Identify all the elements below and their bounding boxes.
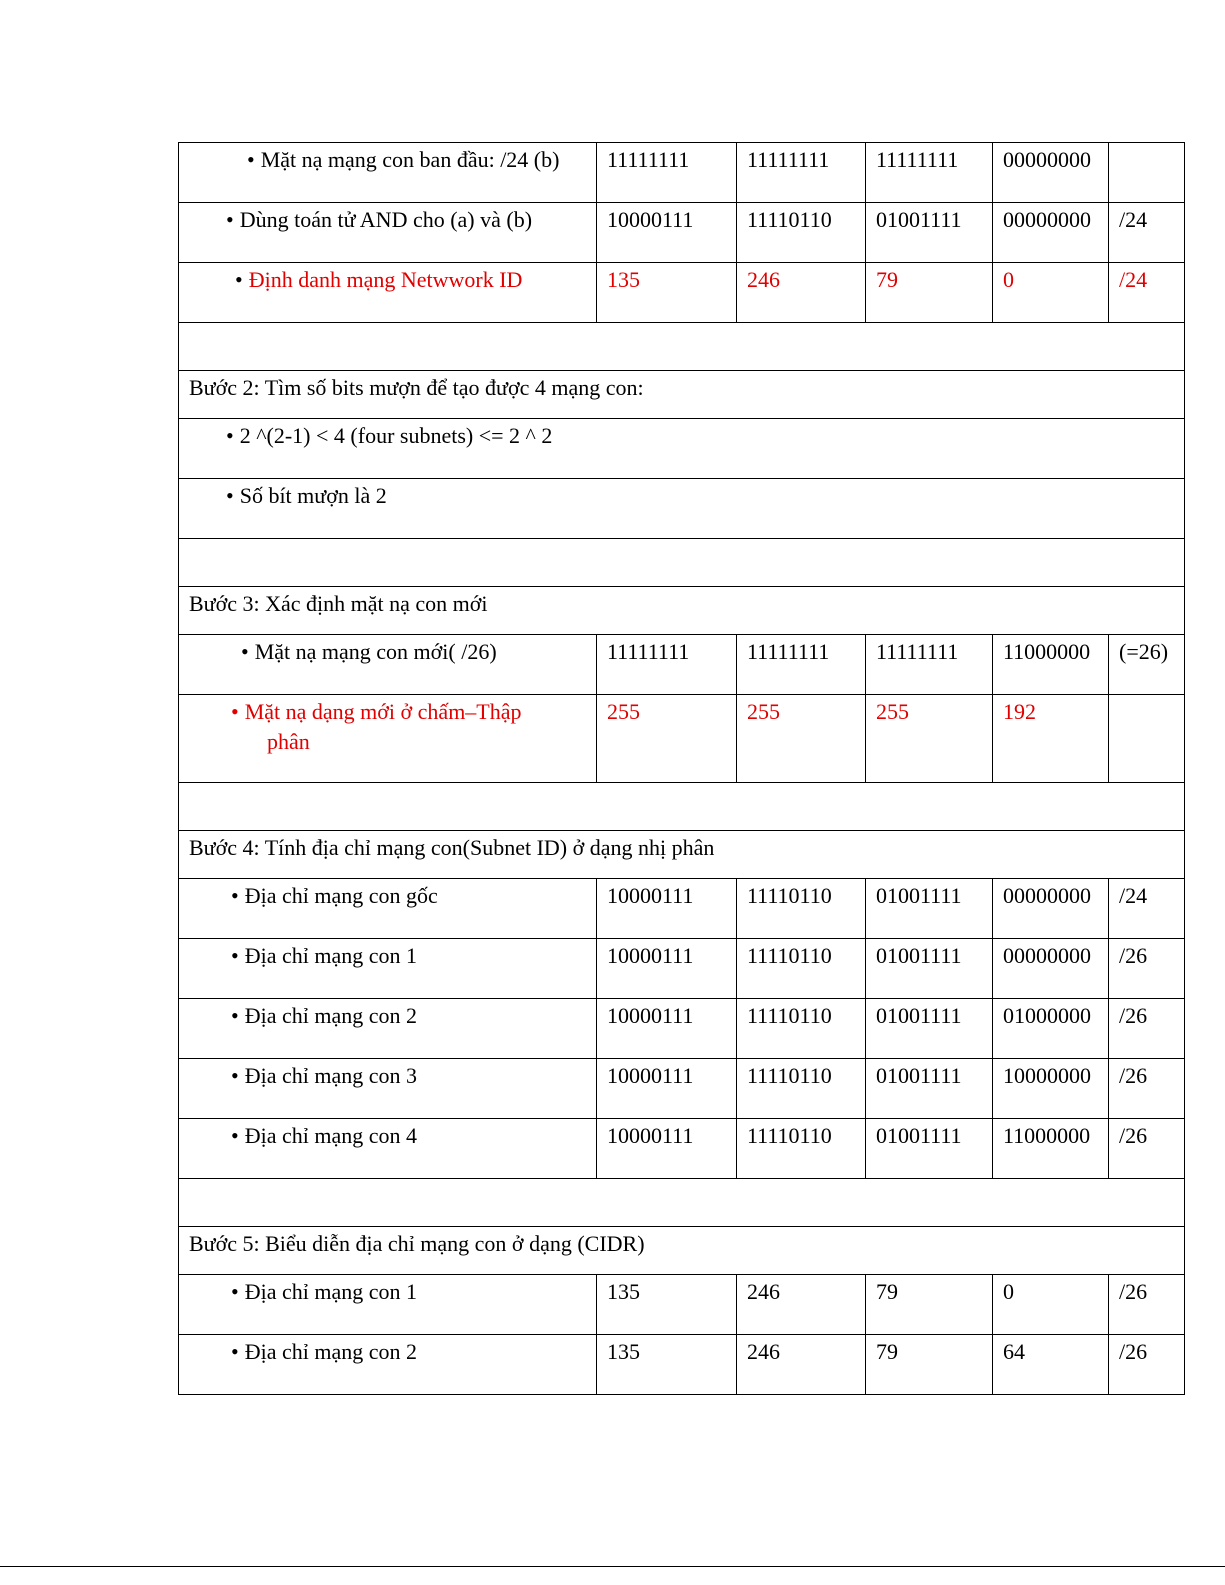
spacer-row <box>179 1179 1185 1227</box>
table-row <box>179 419 1185 479</box>
octet-3-cell: 01001111 <box>866 879 993 939</box>
bullet-icon: • <box>231 1003 239 1028</box>
table-row <box>179 479 1185 539</box>
octet-3-cell: 01001111 <box>866 1119 993 1179</box>
octet-1-cell: 11111111 <box>597 143 737 203</box>
octet-3-cell: 79 <box>866 1335 993 1395</box>
row-label: • Mặt nạ mạng con mới( /26) <box>179 635 597 695</box>
prefix-cell: /26 <box>1109 1119 1185 1179</box>
step-5-heading: Bước 5: Biểu diễn địa chỉ mạng con ở dạng (CIDR) <box>179 1227 1185 1275</box>
octet-1-cell: 135 <box>597 1275 737 1335</box>
octet-3-cell: 01001111 <box>866 1059 993 1119</box>
bullet-icon: • <box>231 883 239 908</box>
table-row <box>179 203 1185 263</box>
bullet-icon: • <box>226 483 234 508</box>
bullet-icon: • <box>235 267 243 292</box>
step-heading-row <box>179 587 1185 635</box>
row-label: • Địa chỉ mạng con 2 <box>179 999 597 1059</box>
octet-4-cell: 0 <box>993 263 1109 323</box>
bullet-icon: • <box>231 1279 239 1304</box>
prefix-cell: /24 <box>1109 263 1185 323</box>
table-row <box>179 695 1185 783</box>
octet-2-cell: 11110110 <box>737 939 866 999</box>
bullet-icon: • <box>226 423 234 448</box>
row-label: • Dùng toán tử AND cho (a) và (b) <box>179 203 597 263</box>
step-heading-row <box>179 831 1185 879</box>
octet-1-cell: 10000111 <box>597 1119 737 1179</box>
bullet-icon: • <box>226 207 234 232</box>
row-label: • Địa chỉ mạng con gốc <box>179 879 597 939</box>
octet-3-cell: 01001111 <box>866 999 993 1059</box>
octet-2-cell: 246 <box>737 1335 866 1395</box>
row-label: • Địa chỉ mạng con 3 <box>179 1059 597 1119</box>
row-label: • Định danh mạng Netwwork ID <box>179 263 597 323</box>
octet-1-cell: 135 <box>597 263 737 323</box>
row-label: • Số bít mượn là 2 <box>179 479 1185 539</box>
octet-4-cell: 0 <box>993 1275 1109 1335</box>
octet-2-cell: 246 <box>737 1275 866 1335</box>
step-4-heading: Bước 4: Tính địa chỉ mạng con(Subnet ID) ở dạng nhị phân <box>179 831 1185 879</box>
spacer-row <box>179 323 1185 371</box>
octet-1-cell: 10000111 <box>597 879 737 939</box>
table-row <box>179 1335 1185 1395</box>
octet-1-cell: 255 <box>597 695 737 783</box>
octet-3-cell: 01001111 <box>866 203 993 263</box>
step-heading-row <box>179 1227 1185 1275</box>
octet-2-cell: 11110110 <box>737 879 866 939</box>
octet-4-cell: 01000000 <box>993 999 1109 1059</box>
row-label: • Địa chỉ mạng con 4 <box>179 1119 597 1179</box>
row-label: • Địa chỉ mạng con 1 <box>179 939 597 999</box>
octet-3-cell: 255 <box>866 695 993 783</box>
row-label: • Địa chỉ mạng con 2 <box>179 1335 597 1395</box>
table-row <box>179 879 1185 939</box>
row-label: • Mặt nạ dạng mới ở chấm–Thập phân <box>179 695 597 783</box>
octet-2-cell: 11110110 <box>737 203 866 263</box>
octet-4-cell: 64 <box>993 1335 1109 1395</box>
bullet-icon: • <box>231 1063 239 1088</box>
step-2-heading: Bước 2: Tìm số bits mượn để tạo được 4 mạng con: <box>179 371 1185 419</box>
spacer-row <box>179 539 1185 587</box>
octet-1-cell: 10000111 <box>597 939 737 999</box>
octet-3-cell: 79 <box>866 1275 993 1335</box>
step-3-heading: Bước 3: Xác định mặt nạ con mới <box>179 587 1185 635</box>
table-row <box>179 263 1185 323</box>
octet-3-cell: 79 <box>866 263 993 323</box>
octet-2-cell: 11110110 <box>737 1059 866 1119</box>
prefix-cell: (=26) <box>1109 635 1185 695</box>
octet-1-cell: 11111111 <box>597 635 737 695</box>
octet-4-cell: 11000000 <box>993 635 1109 695</box>
page-bottom-divider <box>0 1566 1225 1567</box>
table-row <box>179 999 1185 1059</box>
octet-4-cell: 00000000 <box>993 203 1109 263</box>
table-row <box>179 1059 1185 1119</box>
bullet-icon: • <box>231 1123 239 1148</box>
prefix-cell: /26 <box>1109 939 1185 999</box>
prefix-cell: /26 <box>1109 999 1185 1059</box>
prefix-cell: /24 <box>1109 879 1185 939</box>
table-row <box>179 143 1185 203</box>
spacer-row <box>179 783 1185 831</box>
prefix-cell <box>1109 143 1185 203</box>
bullet-icon: • <box>241 639 249 664</box>
table-row <box>179 635 1185 695</box>
octet-4-cell: 00000000 <box>993 879 1109 939</box>
prefix-cell <box>1109 695 1185 783</box>
octet-2-cell: 11110110 <box>737 999 866 1059</box>
bullet-icon: • <box>231 943 239 968</box>
octet-2-cell: 11110110 <box>737 1119 866 1179</box>
octet-1-cell: 10000111 <box>597 999 737 1059</box>
row-label: • 2 ^(2-1) < 4 (four subnets) <= 2 ^ 2 <box>179 419 1185 479</box>
octet-1-cell: 10000111 <box>597 203 737 263</box>
bullet-icon: • <box>231 699 239 724</box>
octet-4-cell: 10000000 <box>993 1059 1109 1119</box>
octet-2-cell: 255 <box>737 695 866 783</box>
octet-4-cell: 00000000 <box>993 939 1109 999</box>
octet-3-cell: 11111111 <box>866 143 993 203</box>
prefix-cell: /26 <box>1109 1059 1185 1119</box>
prefix-cell: /26 <box>1109 1275 1185 1335</box>
octet-4-cell: 11000000 <box>993 1119 1109 1179</box>
octet-1-cell: 135 <box>597 1335 737 1395</box>
prefix-cell: /24 <box>1109 203 1185 263</box>
subnetting-table <box>178 142 1185 1395</box>
octet-3-cell: 11111111 <box>866 635 993 695</box>
octet-1-cell: 10000111 <box>597 1059 737 1119</box>
bullet-icon: • <box>247 147 255 172</box>
bullet-icon: • <box>231 1339 239 1364</box>
table-row <box>179 939 1185 999</box>
octet-3-cell: 01001111 <box>866 939 993 999</box>
octet-4-cell: 00000000 <box>993 143 1109 203</box>
prefix-cell: /26 <box>1109 1335 1185 1395</box>
row-label: • Địa chỉ mạng con 1 <box>179 1275 597 1335</box>
table-row <box>179 1275 1185 1335</box>
step-heading-row <box>179 371 1185 419</box>
table-row <box>179 1119 1185 1179</box>
octet-2-cell: 11111111 <box>737 635 866 695</box>
row-label: • Mặt nạ mạng con ban đầu: /24 (b) <box>179 143 597 203</box>
octet-2-cell: 246 <box>737 263 866 323</box>
octet-2-cell: 11111111 <box>737 143 866 203</box>
octet-4-cell: 192 <box>993 695 1109 783</box>
